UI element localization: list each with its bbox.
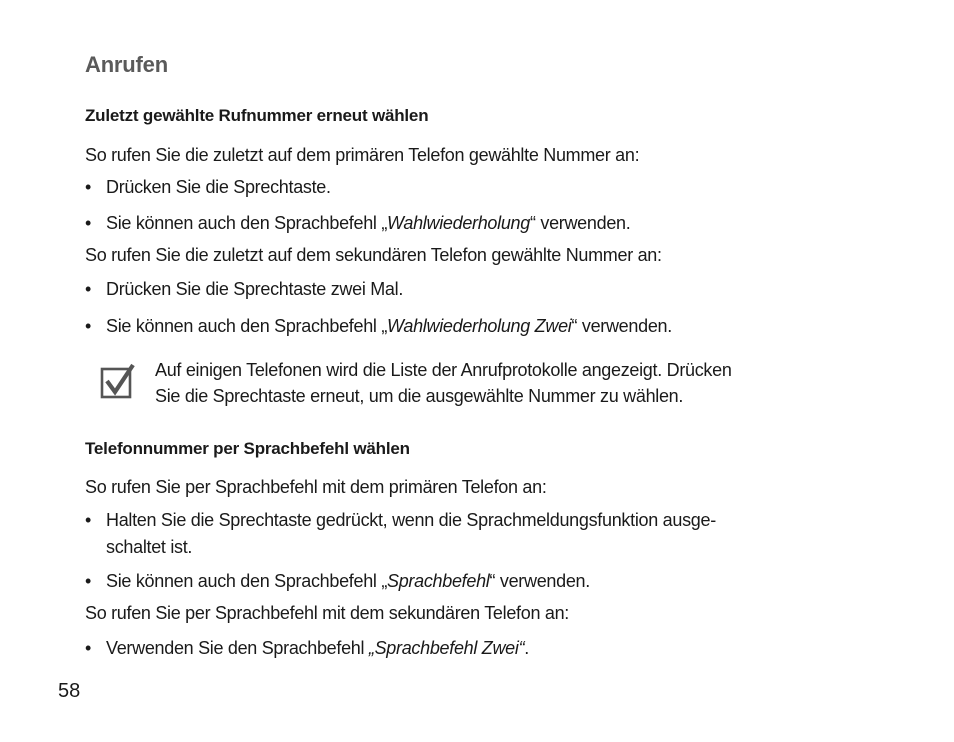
text-fragment: “ verwenden. bbox=[529, 213, 631, 233]
section-title: Anrufen bbox=[85, 52, 168, 77]
note-box bbox=[100, 357, 860, 413]
bullet-dot: • bbox=[85, 177, 92, 197]
list-item bbox=[85, 313, 846, 340]
voice-command: Sprachbefehl bbox=[387, 571, 490, 591]
text-line: Halten Sie die Sprechtaste gedrückt, wenn die Sprachmeldungsfunktion ausge- bbox=[106, 510, 716, 530]
intro-primary-voice: So rufen Sie per Sprachbefehl mit dem primären Telefon an: bbox=[85, 477, 547, 497]
text-fragment: Sie können auch den Sprachbefehl „ bbox=[106, 571, 388, 591]
list-item-text bbox=[106, 210, 846, 237]
intro-secondary-voice: So rufen Sie per Sprachbefehl mit dem sekundären Telefon an: bbox=[85, 603, 569, 623]
text-fragment: Sie können auch den Sprachbefehl „ bbox=[106, 316, 388, 336]
list-item-text bbox=[106, 507, 846, 561]
bullet-dot: • bbox=[85, 213, 92, 233]
list-item-text: Drücken Sie die Sprechtaste zwei Mal. bbox=[106, 279, 404, 299]
list-item-text bbox=[106, 568, 846, 595]
voice-command: Wahlwiederholung Zwei bbox=[387, 316, 572, 336]
text-fragment: Verwenden Sie den Sprachbefehl bbox=[106, 638, 369, 658]
note-text bbox=[155, 357, 855, 409]
list-item bbox=[85, 210, 846, 237]
voice-command: „Sprachbefehl Zwei“ bbox=[368, 638, 525, 658]
text-fragment: “ verwenden. bbox=[489, 571, 590, 591]
voice-command: Wahlwiederholung bbox=[387, 213, 530, 233]
list-item bbox=[85, 276, 846, 303]
text-line: schaltet ist. bbox=[106, 537, 193, 557]
list-item bbox=[85, 568, 846, 595]
note-line: Auf einigen Telefonen wird die Liste der Anrufprotokolle angezeigt. Drücken bbox=[155, 360, 732, 380]
subheading-voice-dial: Telefonnummer per Sprachbefehl wählen bbox=[85, 439, 410, 458]
bullet-dot: • bbox=[85, 279, 92, 299]
page-number: 58 bbox=[58, 680, 81, 702]
subheading-redial: Zuletzt gewählte Rufnummer erneut wählen bbox=[85, 106, 429, 125]
bullet-dot: • bbox=[85, 316, 92, 336]
list-item-text: Drücken Sie die Sprechtaste. bbox=[106, 177, 331, 197]
text-fragment: Sie können auch den Sprachbefehl „ bbox=[106, 213, 388, 233]
bullet-dot: • bbox=[85, 638, 92, 658]
list-item-text bbox=[106, 313, 846, 340]
bullet-dot: • bbox=[85, 571, 92, 591]
list-item bbox=[85, 635, 846, 662]
checkbox-check-icon bbox=[100, 363, 136, 399]
list-item bbox=[85, 174, 846, 201]
list-item bbox=[85, 507, 846, 561]
note-line: Sie die Sprechtaste erneut, um die ausgewählte Nummer zu wählen. bbox=[155, 386, 684, 406]
intro-secondary-redial: So rufen Sie die zuletzt auf dem sekundären Telefon gewählte Nummer an: bbox=[85, 245, 662, 265]
list-item-text bbox=[106, 635, 846, 662]
bullet-dot: • bbox=[85, 510, 92, 530]
text-fragment: “ verwenden. bbox=[571, 316, 672, 336]
text-fragment: . bbox=[524, 638, 529, 658]
intro-primary-redial: So rufen Sie die zuletzt auf dem primären Telefon gewählte Nummer an: bbox=[85, 145, 640, 165]
